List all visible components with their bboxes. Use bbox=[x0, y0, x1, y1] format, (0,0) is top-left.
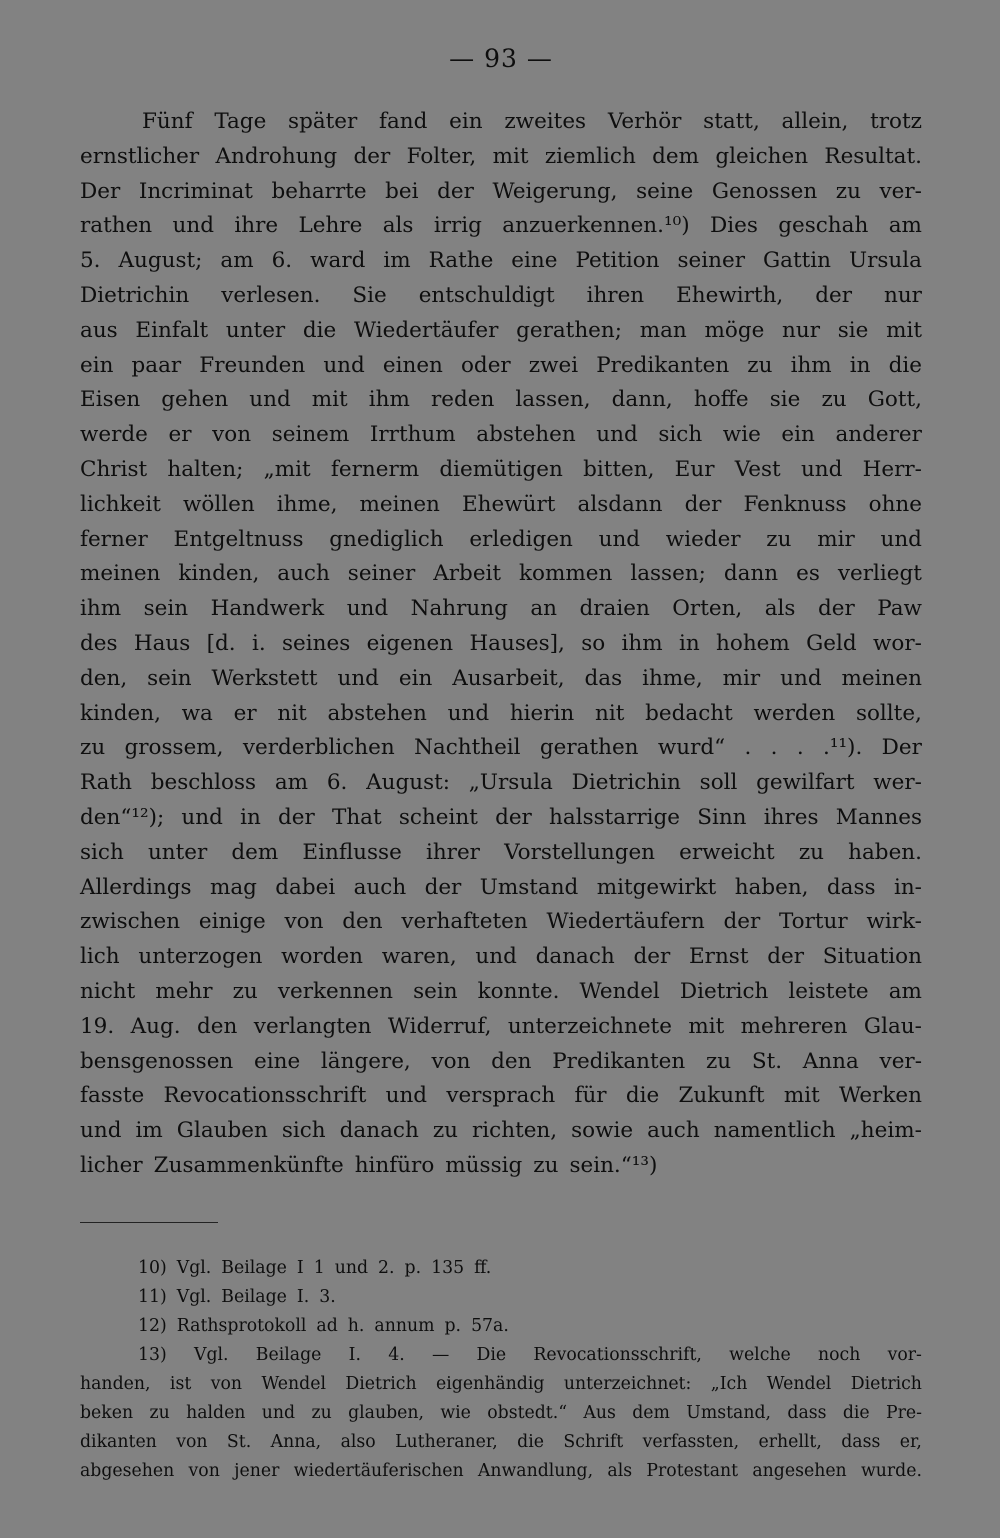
text-line: werde er von seinem Irrthum abstehen und sich wie ein anderer bbox=[80, 422, 922, 448]
text-line: Christ halten; „mit fernerm diemütigen bitten, Eur Vest und Herr- bbox=[80, 456, 922, 482]
text-line: ihm sein Handwerk und Nahrung an draien Orten, als der Paw bbox=[80, 596, 922, 622]
footnote-line: handen, ist von Wendel Dietrich eigenhändig unterzeichnet: „Ich Wendel Dietrich bbox=[80, 1374, 922, 1394]
text-line: kinden, wa er nit abstehen und hierin nit bedacht werden sollte, bbox=[80, 700, 922, 726]
text-line: zu grossem, verderblichen Nachtheil gerathen wurd“ . . . .¹¹). Der bbox=[80, 735, 922, 761]
text-line: ernstlicher Androhung der Folter, mit ziemlich dem gleichen Resultat. bbox=[80, 143, 922, 169]
text-line: Der Incriminat beharrte bei der Weigerung, seine Genossen zu ver- bbox=[80, 178, 922, 204]
text-line: Dietrichin verlesen. Sie entschuldigt ihren Ehewirth, der nur bbox=[80, 282, 922, 308]
text-line: Eisen gehen und mit ihm reden lassen, dann, hoffe sie zu Gott, bbox=[80, 387, 922, 413]
text-line: aus Einfalt unter die Wiedertäufer gerathen; man möge nur sie mit bbox=[80, 317, 922, 343]
text-line: den“¹²); und in der That scheint der halsstarrige Sinn ihres Mannes bbox=[80, 804, 922, 830]
footnote-line: 13) Vgl. Beilage I. 4. — Die Revocationsschrift, welche noch vor- bbox=[138, 1345, 922, 1365]
text-line: sich unter dem Einflusse ihrer Vorstellungen erweicht zu haben. bbox=[80, 839, 922, 865]
text-line: Rath beschloss am 6. August: „Ursula Dietrichin soll gewilfart wer- bbox=[80, 770, 922, 796]
footnotes bbox=[80, 1254, 922, 1486]
text-line: zwischen einige von den verhafteten Wiedertäufern der Tortur wirk- bbox=[80, 909, 922, 935]
text-line: und im Glauben sich danach zu richten, sowie auch namentlich „heim- bbox=[80, 1118, 922, 1144]
text-line: Fünf Tage später fand ein zweites Verhör statt, allein, trotz bbox=[142, 109, 922, 134]
text-line: ein paar Freunden und einen oder zwei Predikanten zu ihm in die bbox=[80, 352, 922, 378]
text-line: den, sein Werkstett und ein Ausarbeit, das ihme, mir und meinen bbox=[80, 665, 922, 691]
footnote-line: dikanten von St. Anna, also Lutheraner, die Schrift verfassten, erhellt, dass er, bbox=[80, 1432, 922, 1452]
text-line: ferner Entgeltnuss gnediglich erledigen und wieder zu mir und bbox=[80, 526, 922, 552]
text-line: licher Zusammenkünfte hinfüro müssig zu sein.“¹³) bbox=[80, 1152, 658, 1178]
text-line: lich unterzogen worden waren, und danach der Ernst der Situation bbox=[80, 944, 922, 970]
footnote-line: 12) Rathsprotokoll ad h. annum p. 57a. bbox=[138, 1316, 509, 1336]
text-line: 5. August; am 6. ward im Rathe eine Petition seiner Gattin Ursula bbox=[80, 248, 922, 274]
text-line: des Haus [d. i. seines eigenen Hauses], so ihm in hohem Geld wor- bbox=[80, 630, 922, 656]
footnote-line: 11) Vgl. Beilage I. 3. bbox=[138, 1287, 336, 1307]
text-line: bensgenossen eine längere, von den Predikanten zu St. Anna ver- bbox=[80, 1048, 922, 1074]
text-line: rathen und ihre Lehre als irrig anzuerkennen.¹⁰) Dies geschah am bbox=[80, 213, 922, 239]
footnote-line: 10) Vgl. Beilage I 1 und 2. p. 135 ff. bbox=[138, 1258, 492, 1278]
text-line: Allerdings mag dabei auch der Umstand mitgewirkt haben, dass in- bbox=[80, 874, 922, 900]
page-number: — 93 — bbox=[449, 44, 553, 73]
text-line: nicht mehr zu verkennen sein konnte. Wendel Dietrich leistete am bbox=[80, 978, 922, 1004]
text-line: fasste Revocationsschrift und versprach für die Zukunft mit Werken bbox=[80, 1083, 922, 1109]
footnote-line: beken zu halden und zu glauben, wie obstedt.“ Aus dem Umstand, dass die Pre- bbox=[80, 1403, 922, 1423]
footnote-line: abgesehen von jener wiedertäuferischen Anwandlung, als Protestant angesehen wurde. bbox=[80, 1461, 922, 1481]
book-page bbox=[80, 0, 922, 1538]
text-line: meinen kinden, auch seiner Arbeit kommen lassen; dann es verliegt bbox=[80, 561, 922, 587]
text-line: lichkeit wöllen ihme, meinen Ehewürt alsdann der Fenknuss ohne bbox=[80, 491, 922, 517]
footnote-divider bbox=[80, 1222, 218, 1223]
text-line: 19. Aug. den verlangten Widerruf, unterzeichnete mit mehreren Glau- bbox=[80, 1013, 922, 1039]
body-text bbox=[80, 105, 922, 1184]
